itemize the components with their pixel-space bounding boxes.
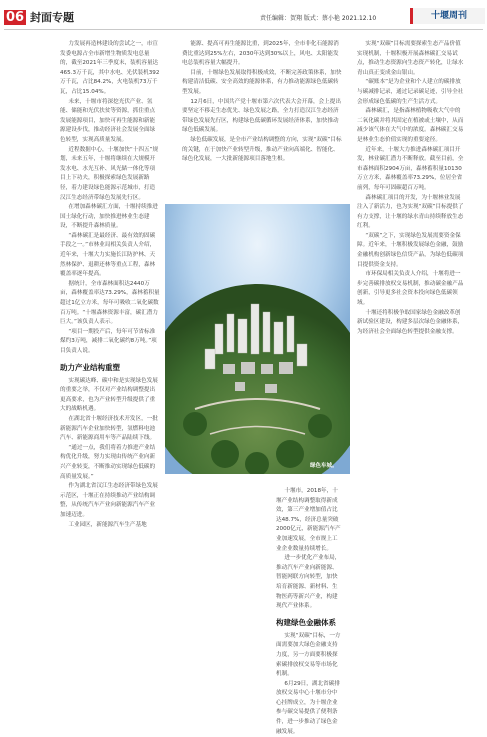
paragraph: 十堰市，2018年，十堰产业结构调整取得新成效，第三产业增加值占比达48.7%，经济总量突破2000亿元，新能源汽车产业加速发展，全市规上工业企业数量持续增长。 bbox=[276, 488, 341, 552]
paragraph: 近程数据中心，十堰加快“十四五”规划，未来五年，十堰将继续在大规模开发水电、水光互补、风光储一体化等项目上下功夫，积极探索绿色发展新路径，着力建设绿色能源示范城市，打造汉江生态经济带绿色发展先行区。 bbox=[60, 146, 159, 201]
column-2 bbox=[182, 40, 342, 165]
photo-caption: 绿色车城。 bbox=[310, 463, 338, 469]
paragraph: 实现“双碳”目标需要探索生态产品价值实现机制，十堰积极开展森林碳汇交易试点，推动生态资源向生态资产转化，让绿水青山真正变成金山银山。 bbox=[357, 41, 464, 76]
column-3 bbox=[357, 40, 464, 337]
paragraph: “项目一期投产后，每年可节省标准煤约3万吨，减排二氧化碳约8万吨。”项目负责人说。 bbox=[60, 328, 157, 354]
newspaper-brand: 十堰周刊 bbox=[410, 8, 485, 24]
page-header bbox=[0, 0, 487, 32]
paragraph: 近年来，十堰大力推进森林碳汇项目开发，林业碳汇潜力不断释放。截至目前，全市森林面积2904万亩，森林蓄积量10130万立方米，森林覆盖率73.29%，位居全省前列，每年可固碳超百万吨。 bbox=[357, 146, 464, 191]
paragraph: 作为湖北省汉江生态经济带绿色发展示范区，十堰正在持续推动产业结构调整，从传统汽车产业向新能源汽车产业加速迈进。 bbox=[60, 483, 158, 518]
paragraph: 进一步优化产业布局，推动汽车产业向新能源、智能网联方向转型，加快培育新能源、新材料、生物医药等新兴产业，构建现代产业体系。 bbox=[276, 555, 341, 610]
city-photo-illustration bbox=[165, 204, 350, 474]
section-title: 封面专题 bbox=[30, 11, 74, 24]
editor-meta: 责任编辑：贺翔 版式：蔡小艳 2021.12.10 bbox=[260, 15, 377, 22]
paragraph: 在增加森林碳汇方面，十堰持续推进国土绿化行动，加快推进林业生态建设，不断提升森林质量。 bbox=[60, 204, 158, 230]
paragraph: 森林碳汇，是指森林植物吸收大气中的二氧化碳并将其固定在植被或土壤中，从而减少该气体在大气中的浓度。森林碳汇交易是林业生态价值实现的重要途径。 bbox=[357, 108, 464, 143]
paragraph: “森林碳汇是最经济、最有效的固碳手段之一。”市林业局相关负责人介绍，近年来，十堰大力实施长江防护林、天然林保护、退耕还林等重点工程，森林覆盖率逐年提高。 bbox=[60, 232, 156, 278]
paragraph: 工业园区，新能源汽车生产基地 bbox=[68, 521, 147, 528]
paragraph: 实现“双碳”目标，一方面需要加大绿色金融支持力度，另一方面要积极探索碳排放权交易等市场化机制。 bbox=[276, 632, 341, 678]
column-2-lower bbox=[276, 487, 343, 737]
fisheye-city-photo bbox=[165, 204, 350, 474]
paragraph: 在湖北省十堰经济技术开发区，一批新能源汽车企业加快转型，氢燃料电池汽车、新能源商用车等产品陆续下线。 bbox=[60, 415, 158, 442]
page-number: 06 bbox=[5, 10, 25, 25]
paragraph: “通过一点，我们将着力推进产业结构优化升级，努力实现由传统产业向新兴产业转变，不断推动实现绿色低碳的高质量发展。” bbox=[60, 444, 156, 480]
paragraph: “双碳”之下，实现绿色发展需要资金保障。近年来，十堰积极发展绿色金融，鼓励金融机构创新绿色信贷产品，为绿色低碳项目提供资金支持。 bbox=[357, 232, 464, 268]
paragraph: 十堰还将积极争取国家绿色金融改革创新试验区建设，构建多层次绿色金融体系，为经济社会全面绿色转型提供金融支撑。 bbox=[357, 309, 464, 335]
section-heading: 构建绿色金融体系 bbox=[276, 617, 336, 627]
column-1 bbox=[60, 40, 160, 530]
header-rule bbox=[4, 29, 483, 30]
paragraph: 据统计，全市森林面积达2440万亩，森林覆盖率达73.29%，森林蓄积量超过1亿立方米，每年可吸收二氧化碳数百万吨。“十堰森林资源丰富，碳汇潜力巨大。”该负责人表示。 bbox=[60, 280, 160, 326]
paragraph: 实现碳达峰、碳中和是实现绿色发展的重要之举，不仅对产业结构调整提出更高要求，也为产业转型升级提供了重大的战略机遇。 bbox=[60, 377, 158, 413]
paragraph: 12月6日，中国共产党十堰市第六次代表大会开幕，会上提出要坚定不移走生态优先、绿色发展之路，全力打造汉江生态经济带绿色发展先行区，构建绿色低碳循环发展经济体系，加快推动绿色低碳发展。 bbox=[182, 98, 341, 134]
section-heading: 助力产业结构重塑 bbox=[60, 362, 120, 372]
paragraph: 绿色低碳发展，是全市产业结构调整的方向，实现“双碳”目标的关键，在于加快产业转型升级，推动产业向高端化、智能化、绿色化发展，一大批新能源项目落地生根。 bbox=[182, 136, 342, 163]
paragraph: 市环保局相关负责人介绍，十堰将进一步完善碳排放权交易机制，推动碳金融产品创新，引导更多社会资本投向绿色低碳领域。 bbox=[357, 271, 464, 307]
paragraph: 力发展再造林建设的尝试之一，市宣发委电源占全市新增生物质发电总量的，截至2021年三季度末，装机容量达465.3万千瓦，其中水电、光伏装机392万千瓦，占比84.2%，火电装机73万千瓦，占比15.04%。 bbox=[60, 41, 160, 95]
paragraph: 森林碳汇项目的开发，为十堰林业发展注入了新活力，也为实现“双碳”目标提供了有力支撑，让十堰的绿水青山持续释放生态红利。 bbox=[357, 194, 464, 230]
paragraph: 能源、提高可再生能源比重，到2025年，全市非化石能源消费比重达到25%左右，2030年达到30%以上，风电、太阳能发电总装机容量大幅提升。 bbox=[182, 41, 339, 67]
paragraph: 6月29日，湖北省碳排放权交易中心十堰市分中心挂牌成立，为十堰企业参与碳交易提供了便利条件，进一步推动了绿色金融发展。 bbox=[276, 680, 340, 735]
paragraph: 未来，十堰市将深挖光伏产业、氢能、储能和光伏扶贫等资源，抓住重点发展能源项目，加快可再生能源和新能源建设步伐，推动经济社会发展全面绿色转型，实现高质量发展。 bbox=[60, 98, 156, 143]
paragraph: “碳账本”是为企业和个人建立的碳排放与碳减排记录，通过记录碳足迹，引导全社会形成绿色低碳的生产生活方式。 bbox=[357, 79, 464, 105]
paragraph: 目前，十堰绿色发展取得积极成效，不断完善政策体系，加快构建清洁低碳、安全高效的能源体系，有力推动能源绿色低碳转型发展。 bbox=[182, 69, 342, 95]
